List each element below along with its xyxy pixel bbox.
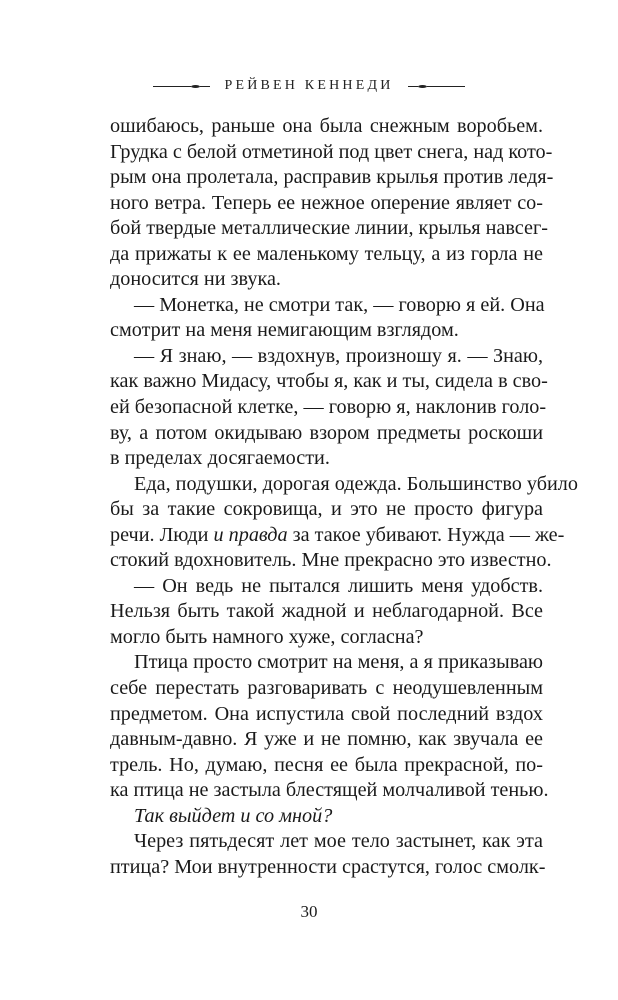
text-segment: стокий вдохновитель. Мне прекрасно это известно.	[110, 549, 552, 572]
text-line	[110, 625, 543, 651]
text-line	[110, 242, 543, 268]
text-segment: — Я знаю, — вздохнув, произношу я. — Знаю,	[134, 344, 543, 367]
text-line	[110, 165, 554, 191]
text-segment: в пределах досягаемости.	[110, 447, 330, 470]
text-segment: доносится ни звука.	[110, 268, 281, 291]
body-text	[110, 114, 578, 880]
text-line	[110, 421, 543, 447]
text-segment: Через пятьдесят лет мое тело застынет, как эта	[134, 830, 543, 853]
text-line	[110, 778, 549, 804]
text-line	[110, 676, 543, 702]
text-segment: могло быть намного хуже, согласна?	[110, 625, 424, 648]
text-segment: рым она пролетала, расправив крылья против ледя-	[110, 166, 554, 189]
text-line	[110, 523, 565, 549]
text-segment: как важно Мидасу, чтобы я, как и ты, сидела в сво-	[110, 370, 548, 393]
text-line	[110, 293, 543, 319]
text-segment: — Он ведь не пытался лишить меня удобств.	[134, 574, 543, 597]
text-segment: ка птица не застыла блестящей молчаливой тенью.	[110, 779, 549, 802]
text-segment: ного ветра. Теперь ее нежное оперение являет со-	[110, 191, 543, 214]
text-segment: бой твердые металлические линии, крылья навсег-	[110, 217, 548, 240]
text-line	[110, 318, 543, 344]
text-line	[110, 702, 543, 728]
running-header	[0, 78, 618, 94]
text-line	[110, 574, 543, 600]
text-segment: ей безопасной клетке, — говорю я, наклонив голо-	[110, 396, 547, 419]
text-segment: Еда, подушки, дорогая одежда. Большинство убило	[134, 472, 578, 495]
text-segment: ошибаюсь, раньше она была снежным воробьем.	[110, 115, 543, 137]
text-line	[110, 216, 548, 242]
text-segment: Птица просто смотрит на меня, а я приказываю	[134, 651, 543, 674]
text-segment: — Монетка, не смотри так, — говорю я ей. Она	[134, 293, 545, 316]
text-segment: Грудка с белой отметиной под цвет снега, над кото-	[110, 140, 553, 163]
text-line	[110, 140, 553, 166]
running-title: РЕЙВЕН КЕННЕДИ	[224, 78, 394, 93]
text-line	[110, 369, 548, 395]
text-segment: речи. Люди	[110, 523, 214, 546]
text-segment: себе перестать разговаривать с неодушевленным	[110, 677, 543, 700]
text-line	[110, 267, 543, 293]
right-ornament-icon	[408, 85, 465, 88]
italic-text: Так выйдет и со мной?	[134, 804, 333, 827]
text-line	[110, 114, 543, 140]
text-segment: давным-давно. Я уже и не помню, как звучала ее	[110, 728, 543, 751]
text-segment: птица? Мои внутренности срастутся, голос смолк-	[110, 855, 546, 878]
left-ornament-icon	[153, 85, 210, 88]
text-segment: бы за такие сокровища, и это не просто фигура	[110, 498, 543, 521]
text-line	[110, 829, 543, 855]
text-segment: предметом. Она испустила свой последний вздох	[110, 702, 543, 725]
text-segment: Нельзя быть такой жадной и неблагодарной. Все	[110, 600, 543, 623]
text-line	[110, 472, 578, 498]
text-line	[110, 395, 547, 421]
text-segment: да прижаты к ее маленькому тельцу, а из горла не	[110, 242, 543, 265]
text-line	[110, 753, 543, 779]
text-segment: ву, а потом окидываю взором предметы роскоши	[110, 421, 543, 444]
page-number: 30	[300, 902, 318, 921]
text-line	[110, 191, 543, 217]
text-line	[110, 344, 543, 370]
text-line	[110, 855, 546, 881]
text-segment: за такое убивают. Нужда — же-	[287, 523, 565, 546]
text-segment: смотрит на меня немигающим взглядом.	[110, 319, 459, 342]
text-line	[110, 727, 543, 753]
text-line	[110, 650, 543, 676]
text-line	[110, 497, 543, 523]
text-line	[110, 804, 543, 830]
italic-text: и правда	[213, 523, 288, 546]
text-line	[110, 599, 543, 625]
text-line	[110, 548, 552, 574]
text-segment: трель. Но, думаю, песня ее была прекрасной, по-	[110, 753, 543, 776]
text-line	[110, 446, 543, 472]
